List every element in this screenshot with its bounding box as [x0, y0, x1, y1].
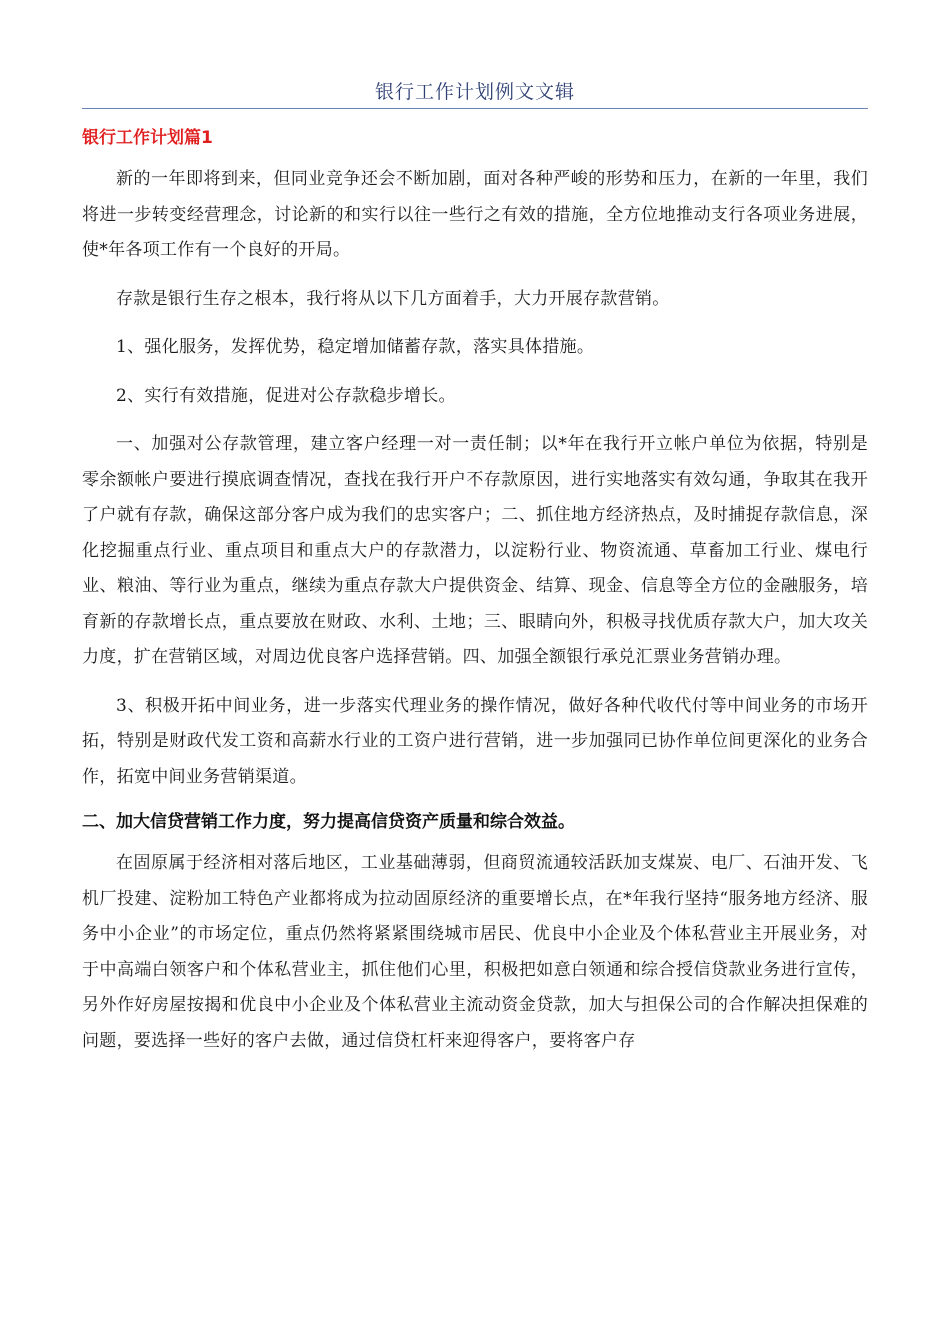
- paragraph: 存款是银行生存之根本，我行将从以下几方面着手，大力开展存款营销。: [116, 288, 670, 309]
- document-title: 银行工作计划例文文辑: [374, 81, 575, 103]
- paragraph: 2、实行有效措施，促进对公存款稳步增长。: [116, 385, 456, 406]
- subsection-heading: 二、加大信贷营销工作力度，努力提高信贷资产质量和综合效益。: [82, 812, 575, 832]
- document-header: [82, 78, 868, 109]
- paragraph: 1、强化服务，发挥优势，稳定增加储蓄存款，落实具体措施。: [116, 337, 595, 357]
- section-title: 银行工作计划篇1: [82, 128, 213, 148]
- paragraph: 在固原属于经济相对落后地区，工业基础薄弱，但商贸流通较活跃加支煤炭、电厂、石油开发、飞机厂投建、淀粉加工特色产业都将成为拉动固原经济的重要增长点，在*年我行坚持“服务地方经济、服务中小企业”的市场定位，重点仍然将紧紧围绕城市居民、优良中小企业及个体私营业主开展业务，对于中高端白领客户和个体私营业主，抓住他们心里，积极把如意白领通和综合授信贷款业务进行宣传，另外作好房屋按揭和优良中小企业及个体私营业主流动资金贷款，加大与担保公司的合作解决担保难的问题，要选择一些好的客户去做，通过信贷杠杆来迎得客户，要将客户存: [82, 853, 868, 1051]
- paragraph: 一、加强对公存款管理，建立客户经理一对一责任制；以*年在我行开立帐户单位为依据，特别是零余额帐户要进行摸底调查情况，查找在我行开户不存款原因，进行实地落实有效勾通，争取其在我开了户就有存款，确保这部分客户成为我们的忠实客户；二、抓住地方经济热点，及时捕捉存款信息，深化挖掘重点行业、重点项目和重点大户的存款潜力，以淀粉行业、物资流通、草畜加工行业、煤电行业、粮油、等行业为重点，继续为重点存款大户提供资金、结算、现金、信息等全方位的金融服务，培育新的存款增长点，重点要放在财政、水利、土地；三、眼睛向外，积极寻找优质存款大户，加大攻关力度，扩在营销区域，对周边优良客户选择营销。四、加强全额银行承兑汇票业务营销办理。: [82, 434, 868, 667]
- paragraph: 新的一年即将到来，但同业竞争还会不断加剧，面对各种严峻的形势和压力，在新的一年里，我们将进一步转变经营理念，讨论新的和实行以往一些行之有效的措施，全方位地推动支行各项业务进展，使*年各项工作有一个良好的开局。: [82, 169, 868, 260]
- document-body: [82, 124, 868, 1072]
- paragraph: 3、积极开拓中间业务，进一步落实代理业务的操作情况，做好各种代收代付等中间业务的市场开拓，特别是财政代发工资和高薪水行业的工资户进行营销，进一步加强同已协作单位间更深化的业务合作，拓宽中间业务营销渠道。: [82, 695, 868, 787]
